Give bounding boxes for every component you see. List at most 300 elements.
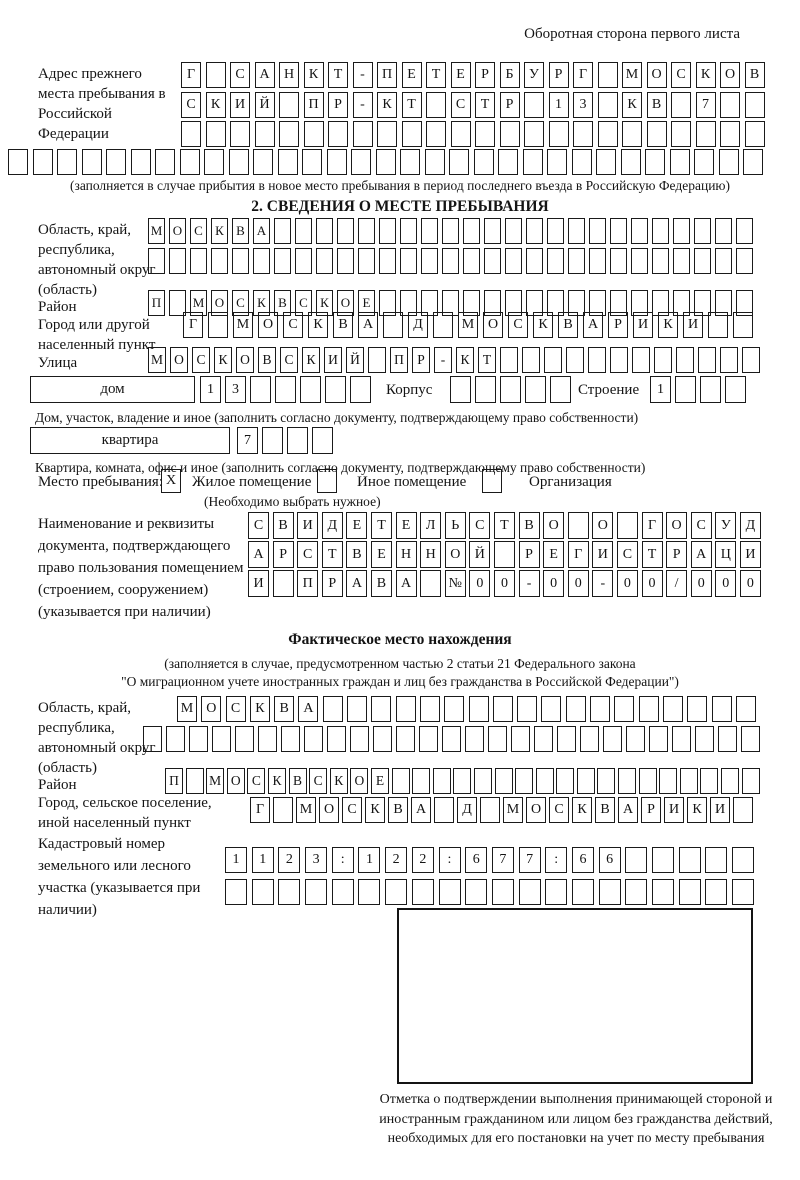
char-cell[interactable]: [444, 696, 464, 722]
char-cell[interactable]: 2: [385, 847, 407, 873]
char-cell[interactable]: Р: [412, 347, 430, 373]
char-cell[interactable]: 1: [225, 847, 247, 873]
char-cell[interactable]: [700, 376, 721, 403]
char-cell[interactable]: [671, 121, 691, 147]
char-cell[interactable]: [708, 312, 728, 338]
char-cell[interactable]: Н: [279, 62, 299, 88]
char-cell[interactable]: [463, 248, 480, 274]
char-cell[interactable]: [599, 879, 621, 905]
char-cell[interactable]: [190, 248, 207, 274]
char-cell[interactable]: [396, 726, 415, 752]
char-cell[interactable]: 1: [358, 847, 380, 873]
char-cell[interactable]: [550, 376, 571, 403]
char-cell[interactable]: О: [319, 797, 339, 823]
char-cell[interactable]: [327, 726, 346, 752]
char-cell[interactable]: [325, 376, 346, 403]
char-cell[interactable]: П: [297, 570, 318, 597]
char-cell[interactable]: 6: [572, 847, 594, 873]
char-cell[interactable]: [480, 797, 500, 823]
char-cell[interactable]: Р: [666, 541, 687, 568]
char-cell[interactable]: В: [232, 218, 249, 244]
char-cell[interactable]: [618, 768, 636, 794]
char-cell[interactable]: [274, 248, 291, 274]
char-cell[interactable]: [545, 879, 567, 905]
char-cell[interactable]: [639, 696, 659, 722]
char-cell[interactable]: [229, 149, 249, 175]
char-cell[interactable]: Т: [426, 62, 446, 88]
char-cell[interactable]: [420, 570, 441, 597]
char-cell[interactable]: И: [633, 312, 653, 338]
char-cell[interactable]: [350, 726, 369, 752]
char-cell[interactable]: [358, 218, 375, 244]
char-cell[interactable]: К: [330, 768, 348, 794]
char-cell[interactable]: [106, 149, 126, 175]
char-cell[interactable]: [598, 92, 618, 118]
char-cell[interactable]: Г: [642, 512, 663, 539]
char-cell[interactable]: [392, 768, 410, 794]
char-cell[interactable]: [547, 149, 567, 175]
char-cell[interactable]: К: [533, 312, 553, 338]
char-cell[interactable]: Й: [346, 347, 364, 373]
char-cell[interactable]: О: [236, 347, 254, 373]
char-cell[interactable]: О: [170, 347, 188, 373]
char-cell[interactable]: К: [658, 312, 678, 338]
char-cell[interactable]: В: [519, 512, 540, 539]
char-cell[interactable]: О: [211, 290, 228, 316]
char-cell[interactable]: [742, 768, 760, 794]
char-cell[interactable]: [131, 149, 151, 175]
char-cell[interactable]: С: [451, 92, 471, 118]
char-cell[interactable]: [610, 248, 627, 274]
char-cell[interactable]: [652, 218, 669, 244]
char-cell[interactable]: Р: [641, 797, 661, 823]
char-cell[interactable]: [328, 121, 348, 147]
char-cell[interactable]: [376, 149, 396, 175]
char-cell[interactable]: И: [664, 797, 684, 823]
char-cell[interactable]: [670, 149, 690, 175]
char-cell[interactable]: [719, 149, 739, 175]
char-cell[interactable]: К: [365, 797, 385, 823]
char-cell[interactable]: [206, 121, 226, 147]
char-cell[interactable]: [316, 218, 333, 244]
char-cell[interactable]: 6: [465, 847, 487, 873]
char-cell[interactable]: И: [683, 312, 703, 338]
char-cell[interactable]: 0: [642, 570, 663, 597]
char-cell[interactable]: [733, 312, 753, 338]
char-cell[interactable]: [8, 149, 28, 175]
char-cell[interactable]: Б: [500, 62, 520, 88]
char-cell[interactable]: О: [592, 512, 613, 539]
char-cell[interactable]: [745, 92, 765, 118]
char-cell[interactable]: [598, 121, 618, 147]
char-cell[interactable]: Е: [396, 512, 417, 539]
char-cell[interactable]: Д: [322, 512, 343, 539]
char-cell[interactable]: [568, 218, 585, 244]
char-cell[interactable]: С: [297, 541, 318, 568]
char-cell[interactable]: [469, 696, 489, 722]
char-cell[interactable]: Т: [328, 62, 348, 88]
char-cell[interactable]: [442, 726, 461, 752]
char-cell[interactable]: О: [445, 541, 466, 568]
char-cell[interactable]: М: [148, 218, 165, 244]
char-cell[interactable]: [687, 696, 707, 722]
char-cell[interactable]: В: [258, 347, 276, 373]
char-cell[interactable]: 1: [549, 92, 569, 118]
char-cell[interactable]: [736, 248, 753, 274]
char-cell[interactable]: Е: [543, 541, 564, 568]
char-cell[interactable]: [680, 768, 698, 794]
char-cell[interactable]: [250, 376, 271, 403]
char-cell[interactable]: [434, 797, 454, 823]
char-cell[interactable]: [278, 149, 298, 175]
char-cell[interactable]: [368, 347, 386, 373]
char-cell[interactable]: Р: [273, 541, 294, 568]
char-cell[interactable]: В: [289, 768, 307, 794]
char-cell[interactable]: [235, 726, 254, 752]
char-cell[interactable]: [275, 376, 296, 403]
char-cell[interactable]: О: [720, 62, 740, 88]
char-cell[interactable]: [519, 879, 541, 905]
char-cell[interactable]: [526, 218, 543, 244]
char-cell[interactable]: [626, 726, 645, 752]
char-cell[interactable]: 2: [278, 847, 300, 873]
char-cell[interactable]: [741, 726, 760, 752]
char-cell[interactable]: [654, 347, 672, 373]
char-cell[interactable]: [736, 696, 756, 722]
char-cell[interactable]: [715, 218, 732, 244]
char-cell[interactable]: [698, 347, 716, 373]
char-cell[interactable]: [385, 879, 407, 905]
char-cell[interactable]: С: [190, 218, 207, 244]
char-cell[interactable]: [598, 62, 618, 88]
char-cell[interactable]: [652, 847, 674, 873]
char-cell[interactable]: Д: [408, 312, 428, 338]
char-cell[interactable]: [610, 347, 628, 373]
char-cell[interactable]: Р: [549, 62, 569, 88]
char-cell[interactable]: М: [622, 62, 642, 88]
stay-type-checkbox-residential[interactable]: X: [161, 469, 181, 493]
char-cell[interactable]: [720, 347, 738, 373]
char-cell[interactable]: 7: [237, 427, 258, 454]
char-cell[interactable]: К: [250, 696, 270, 722]
char-cell[interactable]: С: [226, 696, 246, 722]
char-cell[interactable]: [743, 149, 763, 175]
char-cell[interactable]: [572, 149, 592, 175]
char-cell[interactable]: Й: [469, 541, 490, 568]
char-cell[interactable]: [379, 218, 396, 244]
char-cell[interactable]: С: [181, 92, 201, 118]
char-cell[interactable]: [475, 121, 495, 147]
char-cell[interactable]: [439, 879, 461, 905]
char-cell[interactable]: -: [353, 62, 373, 88]
char-cell[interactable]: [225, 879, 247, 905]
char-cell[interactable]: [631, 248, 648, 274]
char-cell[interactable]: У: [524, 62, 544, 88]
char-cell[interactable]: К: [302, 347, 320, 373]
char-cell[interactable]: П: [377, 62, 397, 88]
char-cell[interactable]: [580, 726, 599, 752]
char-cell[interactable]: [568, 248, 585, 274]
char-cell[interactable]: 3: [573, 92, 593, 118]
char-cell[interactable]: [353, 121, 373, 147]
char-cell[interactable]: [337, 248, 354, 274]
char-cell[interactable]: [647, 121, 667, 147]
char-cell[interactable]: С: [508, 312, 528, 338]
char-cell[interactable]: [377, 121, 397, 147]
char-cell[interactable]: /: [666, 570, 687, 597]
char-cell[interactable]: [358, 248, 375, 274]
char-cell[interactable]: [400, 248, 417, 274]
char-cell[interactable]: А: [255, 62, 275, 88]
char-cell[interactable]: О: [543, 512, 564, 539]
char-cell[interactable]: [302, 149, 322, 175]
char-cell[interactable]: [526, 248, 543, 274]
char-cell[interactable]: [663, 696, 683, 722]
char-cell[interactable]: [588, 347, 606, 373]
char-cell[interactable]: [679, 879, 701, 905]
char-cell[interactable]: Е: [402, 62, 422, 88]
char-cell[interactable]: И: [297, 512, 318, 539]
char-cell[interactable]: А: [253, 218, 270, 244]
char-cell[interactable]: [274, 218, 291, 244]
char-cell[interactable]: С: [671, 62, 691, 88]
char-cell[interactable]: :: [332, 847, 354, 873]
char-cell[interactable]: [305, 879, 327, 905]
char-cell[interactable]: 7: [492, 847, 514, 873]
char-cell[interactable]: [453, 768, 471, 794]
char-cell[interactable]: [312, 427, 333, 454]
char-cell[interactable]: [148, 248, 165, 274]
char-cell[interactable]: [206, 62, 226, 88]
char-cell[interactable]: [451, 121, 471, 147]
char-cell[interactable]: [155, 149, 175, 175]
char-cell[interactable]: [494, 541, 515, 568]
char-cell[interactable]: [262, 427, 283, 454]
char-cell[interactable]: А: [411, 797, 431, 823]
char-cell[interactable]: [495, 768, 513, 794]
char-cell[interactable]: С: [469, 512, 490, 539]
char-cell[interactable]: П: [165, 768, 183, 794]
char-cell[interactable]: [358, 879, 380, 905]
char-cell[interactable]: [449, 149, 469, 175]
char-cell[interactable]: [625, 879, 647, 905]
char-cell[interactable]: [568, 512, 589, 539]
char-cell[interactable]: 1: [252, 847, 274, 873]
char-cell[interactable]: Т: [402, 92, 422, 118]
char-cell[interactable]: М: [296, 797, 316, 823]
char-cell[interactable]: [484, 248, 501, 274]
char-cell[interactable]: [474, 768, 492, 794]
char-cell[interactable]: [273, 570, 294, 597]
char-cell[interactable]: Т: [478, 347, 496, 373]
char-cell[interactable]: [82, 149, 102, 175]
char-cell[interactable]: [426, 121, 446, 147]
char-cell[interactable]: [211, 248, 228, 274]
char-cell[interactable]: [252, 879, 274, 905]
char-cell[interactable]: [610, 218, 627, 244]
char-cell[interactable]: К: [308, 312, 328, 338]
char-cell[interactable]: 1: [200, 376, 221, 403]
char-cell[interactable]: [433, 768, 451, 794]
char-cell[interactable]: [232, 248, 249, 274]
char-cell[interactable]: [57, 149, 77, 175]
char-cell[interactable]: [396, 696, 416, 722]
char-cell[interactable]: О: [526, 797, 546, 823]
char-cell[interactable]: 0: [740, 570, 761, 597]
char-cell[interactable]: Г: [181, 62, 201, 88]
char-cell[interactable]: [383, 312, 403, 338]
char-cell[interactable]: [596, 149, 616, 175]
char-cell[interactable]: [523, 149, 543, 175]
char-cell[interactable]: :: [545, 847, 567, 873]
char-cell[interactable]: [696, 121, 716, 147]
char-cell[interactable]: Р: [475, 62, 495, 88]
char-cell[interactable]: В: [595, 797, 615, 823]
char-cell[interactable]: А: [618, 797, 638, 823]
char-cell[interactable]: С: [309, 768, 327, 794]
char-cell[interactable]: В: [371, 570, 392, 597]
char-cell[interactable]: [212, 726, 231, 752]
char-cell[interactable]: М: [503, 797, 523, 823]
char-cell[interactable]: М: [233, 312, 253, 338]
char-cell[interactable]: 6: [599, 847, 621, 873]
char-cell[interactable]: [327, 149, 347, 175]
char-cell[interactable]: 2: [412, 847, 434, 873]
char-cell[interactable]: [544, 347, 562, 373]
char-cell[interactable]: -: [434, 347, 452, 373]
char-cell[interactable]: К: [572, 797, 592, 823]
char-cell[interactable]: [442, 218, 459, 244]
char-cell[interactable]: 3: [305, 847, 327, 873]
char-cell[interactable]: [712, 696, 732, 722]
char-cell[interactable]: [549, 121, 569, 147]
char-cell[interactable]: [720, 121, 740, 147]
char-cell[interactable]: [492, 879, 514, 905]
char-cell[interactable]: К: [696, 62, 716, 88]
char-cell[interactable]: [590, 696, 610, 722]
char-cell[interactable]: [534, 726, 553, 752]
char-cell[interactable]: Г: [250, 797, 270, 823]
char-cell[interactable]: В: [558, 312, 578, 338]
char-cell[interactable]: М: [458, 312, 478, 338]
char-cell[interactable]: Т: [322, 541, 343, 568]
char-cell[interactable]: Л: [420, 512, 441, 539]
char-cell[interactable]: [279, 92, 299, 118]
char-cell[interactable]: [525, 376, 546, 403]
char-cell[interactable]: М: [206, 768, 224, 794]
char-cell[interactable]: [295, 248, 312, 274]
char-cell[interactable]: [166, 726, 185, 752]
char-cell[interactable]: [475, 376, 496, 403]
char-cell[interactable]: [597, 768, 615, 794]
char-cell[interactable]: И: [592, 541, 613, 568]
char-cell[interactable]: [33, 149, 53, 175]
char-cell[interactable]: С: [691, 512, 712, 539]
char-cell[interactable]: [350, 376, 371, 403]
char-cell[interactable]: Д: [740, 512, 761, 539]
char-cell[interactable]: [725, 376, 746, 403]
char-cell[interactable]: К: [456, 347, 474, 373]
char-cell[interactable]: Е: [358, 290, 375, 316]
char-cell[interactable]: [281, 726, 300, 752]
char-cell[interactable]: С: [295, 290, 312, 316]
char-cell[interactable]: [715, 248, 732, 274]
char-cell[interactable]: 1: [650, 376, 671, 403]
char-cell[interactable]: [505, 218, 522, 244]
char-cell[interactable]: [230, 121, 250, 147]
char-cell[interactable]: [676, 347, 694, 373]
char-cell[interactable]: -: [592, 570, 613, 597]
char-cell[interactable]: Й: [255, 92, 275, 118]
char-cell[interactable]: [186, 768, 204, 794]
char-cell[interactable]: [337, 218, 354, 244]
char-cell[interactable]: 0: [691, 570, 712, 597]
char-cell[interactable]: [433, 312, 453, 338]
char-cell[interactable]: [573, 121, 593, 147]
char-cell[interactable]: И: [248, 570, 269, 597]
char-cell[interactable]: Г: [568, 541, 589, 568]
char-cell[interactable]: Т: [494, 512, 515, 539]
char-cell[interactable]: [522, 347, 540, 373]
char-cell[interactable]: А: [691, 541, 712, 568]
char-cell[interactable]: О: [483, 312, 503, 338]
char-cell[interactable]: [718, 726, 737, 752]
char-cell[interactable]: [258, 726, 277, 752]
char-cell[interactable]: [675, 376, 696, 403]
char-cell[interactable]: [295, 218, 312, 244]
stay-type-checkbox-other-premises[interactable]: [317, 469, 337, 493]
char-cell[interactable]: [572, 879, 594, 905]
char-cell[interactable]: [603, 726, 622, 752]
char-cell[interactable]: Н: [420, 541, 441, 568]
char-cell[interactable]: [304, 121, 324, 147]
char-cell[interactable]: [632, 347, 650, 373]
char-cell[interactable]: Т: [371, 512, 392, 539]
char-cell[interactable]: [450, 376, 471, 403]
char-cell[interactable]: М: [190, 290, 207, 316]
char-cell[interactable]: К: [268, 768, 286, 794]
char-cell[interactable]: [493, 696, 513, 722]
char-cell[interactable]: [304, 726, 323, 752]
char-cell[interactable]: [465, 879, 487, 905]
char-cell[interactable]: [351, 149, 371, 175]
char-cell[interactable]: П: [148, 290, 165, 316]
char-cell[interactable]: Д: [457, 797, 477, 823]
char-cell[interactable]: [426, 92, 446, 118]
char-cell[interactable]: М: [177, 696, 197, 722]
char-cell[interactable]: К: [687, 797, 707, 823]
char-cell[interactable]: [625, 847, 647, 873]
char-cell[interactable]: [614, 696, 634, 722]
char-cell[interactable]: О: [227, 768, 245, 794]
char-cell[interactable]: И: [710, 797, 730, 823]
char-cell[interactable]: Р: [608, 312, 628, 338]
char-cell[interactable]: [400, 218, 417, 244]
char-cell[interactable]: [278, 879, 300, 905]
char-cell[interactable]: [463, 218, 480, 244]
char-cell[interactable]: [300, 376, 321, 403]
char-cell[interactable]: [639, 768, 657, 794]
char-cell[interactable]: С: [230, 62, 250, 88]
char-cell[interactable]: О: [647, 62, 667, 88]
char-cell[interactable]: О: [337, 290, 354, 316]
char-cell[interactable]: [617, 512, 638, 539]
char-cell[interactable]: [181, 121, 201, 147]
char-cell[interactable]: С: [617, 541, 638, 568]
char-cell[interactable]: С: [232, 290, 249, 316]
char-cell[interactable]: [556, 768, 574, 794]
char-cell[interactable]: [732, 879, 754, 905]
